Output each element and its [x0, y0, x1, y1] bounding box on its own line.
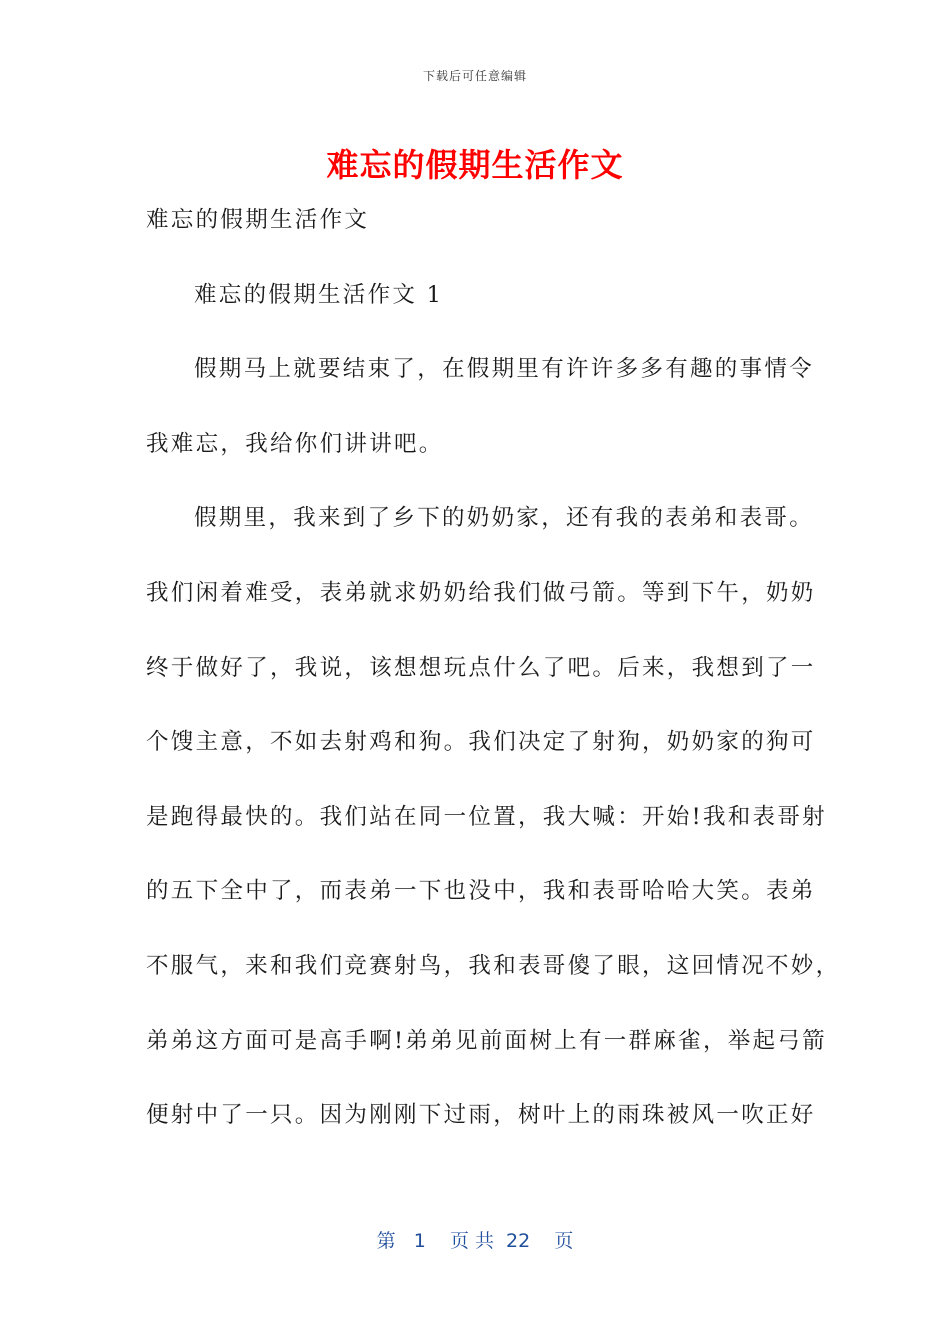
text-line: 便射中了一只。因为刚刚下过雨，树叶上的雨珠被风一吹正好 — [146, 1102, 816, 1129]
text-line: 难忘的假期生活作文 — [146, 207, 370, 233]
text-line: 我们闲着难受，表弟就求奶奶给我们做弓箭。等到下午，奶奶 — [146, 579, 816, 606]
text-line: 个馊主意，不如去射鸡和狗。我们决定了射狗，奶奶家的狗可 — [146, 729, 816, 756]
document-title: 难忘的假期生活作文 — [326, 146, 624, 184]
text-line: 假期里，我来到了乡下的奶奶家，还有我的表弟和表哥。 — [194, 505, 815, 532]
document-body — [146, 183, 841, 1153]
text-line: 弟弟这方面可是高手啊!弟弟见前面树上有一群麻雀，举起弓箭 — [146, 1027, 827, 1054]
text-line: 是跑得最快的。我们站在同一位置，我大喊：开始!我和表哥射 — [146, 803, 827, 830]
page-footer: 第 1 页 共 22 页 — [376, 1230, 574, 1252]
header-note: 下载后可任意编辑 — [422, 69, 527, 83]
text-line: 终于做好了，我说，该想想玩点什么了吧。后来，我想到了一 — [146, 654, 816, 681]
text-line: 假期马上就要结束了，在假期里有许许多多有趣的事情令 — [194, 356, 815, 383]
text-line: 难忘的假期生活作文 1 — [194, 281, 444, 308]
text-line: 的五下全中了，而表弟一下也没中，我和表哥哈哈大笑。表弟 — [146, 878, 816, 905]
text-line: 不服气，来和我们竞赛射鸟，我和表哥傻了眼，这回情况不妙， — [146, 952, 841, 979]
text-line: 我难忘，我给你们讲讲吧。 — [146, 430, 444, 457]
